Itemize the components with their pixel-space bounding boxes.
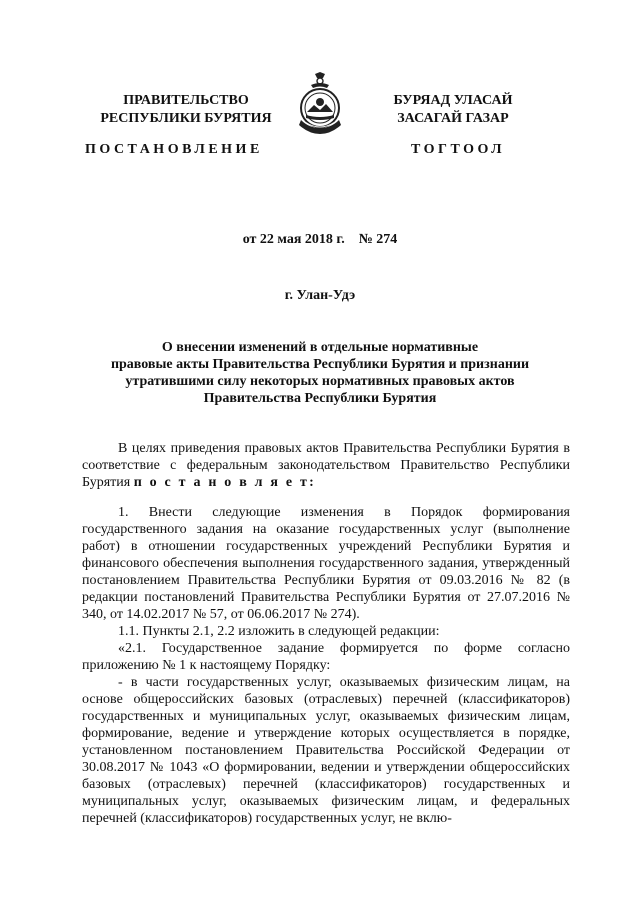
title-line: Правительства Республики Бурятия [203,391,437,406]
date-number-line [0,232,640,248]
title-line: О внесении изменений в отдельные нормативные [161,340,479,355]
preamble-text: В целях приведения правовых актов Правительства Республики Бурятия в соответствие с федеральным законодательством Правительство Республики Бурятия [82,441,570,490]
title-line: утратившими силу некоторых нормативных правовых актов [125,374,515,389]
title-line: правовые акты Правительства Республики Бурятия и признании [110,357,530,372]
coat-of-arms-icon [297,72,343,136]
document-date: от 22 мая 2018 г. [242,232,345,247]
document-number: № 274 [358,232,398,247]
paragraph-2-1: «2.1. Государственное задание формируется по форме согласно приложению № 1 к настоящему Порядку: [82,641,570,673]
preamble-paragraph [82,440,570,491]
issuer-name-buryat [378,92,528,128]
document-body [82,440,570,827]
document-kind-buryat: ТОГТООЛ [411,142,506,157]
issuer-line-1: БУРЯАД УЛАСАЙ [393,93,513,108]
decree-word: п о с т а н о в л я е т: [133,475,316,490]
paragraph-services: - в части государственных услуг, оказываемых физическим лицам, на основе общероссийских базовых (отраслевых) перечней (классификаторов) государственных и муниципальных услуг, оказываемых физическим лицам, формирование, ведение и утверждение которых осуществляется в порядке, установленном постановлением Правительства Российской Федерации от 30.08.2017 № 1043 «О формировании, ведении и утверждении общероссийских базовых (отраслевых) перечней (классификаторов) государственных и муниципальных услуг, оказываемых физическим лицам, и федеральных перечней (классификаторов) государственных услуг, не вклю- [82,675,570,826]
issuer-line-1: ПРАВИТЕЛЬСТВО [123,93,249,108]
issuer-line-2: РЕСПУБЛИКИ БУРЯТИЯ [100,111,272,126]
issuer-name-russian [100,92,272,128]
document-city: г. Улан-Удэ [284,288,356,303]
document-title [90,339,550,407]
issuer-line-2: ЗАСАГАЙ ГАЗАР [397,111,509,126]
document-kind-russian: ПОСТАНОВЛЕНИЕ [85,142,263,157]
paragraph-1: 1. Внести следующие изменения в Порядок формирования государственного задания на оказание государственных услуг (выполнение работ) в отношении государственных учреждений Республики Бурятия и финансового обеспечения выполнения государственного задания, утвержденный постановлением Правительства Республики Бурятия от 09.03.2016 № 82 (в редакции постановлений Правительства Республики Бурятия от 27.07.2016 № 340, от 14.02.2017 № 57, от 06.06.2017 № 274). [82,505,570,622]
paragraph-1-1: 1.1. Пункты 2.1, 2.2 изложить в следующей редакции: [118,624,440,639]
